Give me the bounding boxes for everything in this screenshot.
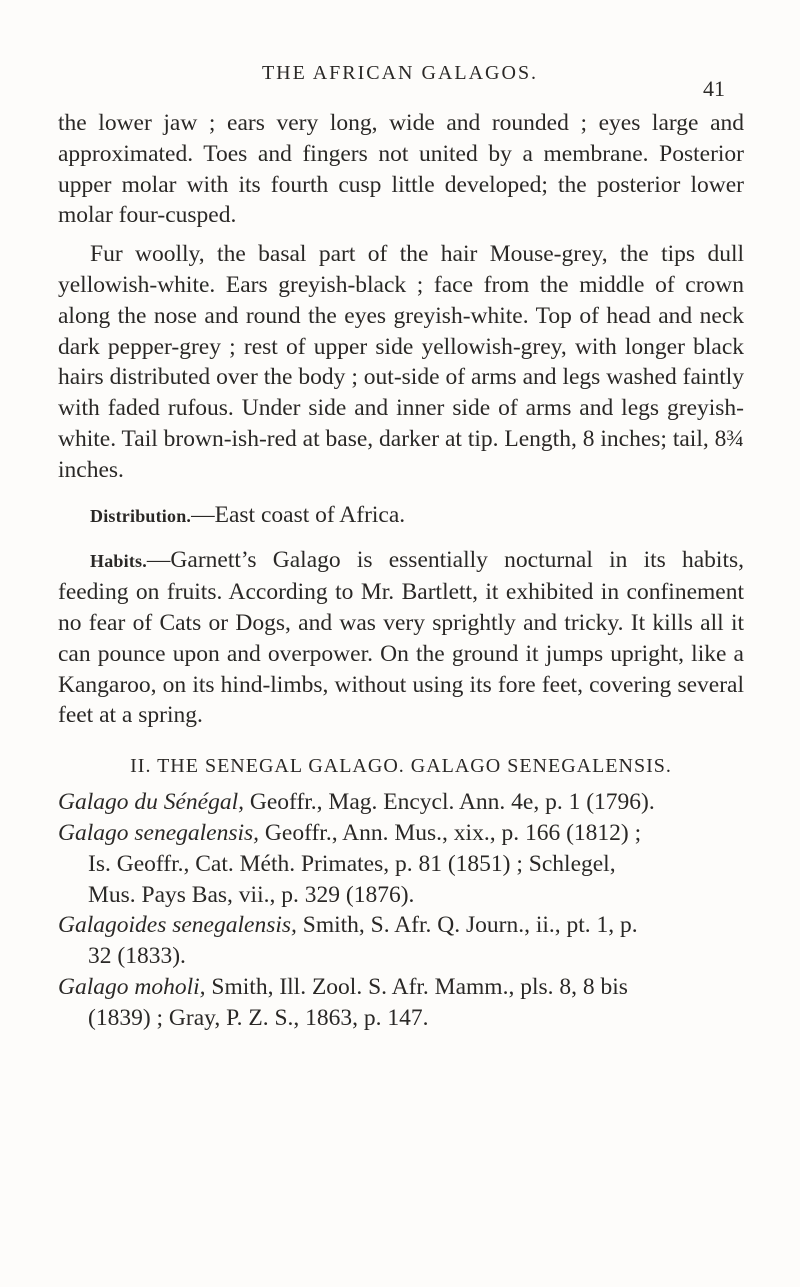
section-heading: II. THE SENEGAL GALAGO. GALAGO SENEGALENSIS. <box>130 755 672 778</box>
synonym-citation: Geoffr., Mag. Encycl. Ann. 4e, p. 1 (1796). <box>249 789 655 816</box>
synonym-citation: Geoffr., Ann. Mus., xix., p. 166 (1812) ; <box>264 819 642 846</box>
habits-label: Habits. <box>90 551 147 572</box>
habits-text: —Garnett’s Galago is essentially nocturnal in its habits, feeding on fruits. According to Mr. Bartlett, it exhibited in confinement no fear of Cats or Dogs, and was very sprightly and tricky. It kills all it can pounce upon and overpower. On the ground it jumps upright, like a Kangaroo, on its hind-limbs, without using its fore feet, covering several feet at a spring. <box>58 547 744 729</box>
description-paragraph-2: Fur woolly, the basal part of the hair Mouse-grey, the tips dull yellowish-white. Ears greyish-black ; face from the middle of crown along the nose and round the eyes greyish-white. Top of head and neck dark pepper-grey ; rest of upper side yellowish-grey, with longer black hairs distributed over the body ; out-side of arms and legs washed faintly with faded rufous. Under side and inner side of arms and legs greyish-white. Tail brown-ish-red at base, darker at tip. Length, 8 inches; tail, 8¾ inches. <box>58 241 744 483</box>
synonym-entry <box>58 910 744 972</box>
synonym-name: Galagoides senegalensis, <box>58 912 297 939</box>
distribution-label: Distribution. <box>90 505 192 526</box>
synonym-entry <box>58 818 744 910</box>
description-paragraph-1: the lower jaw ; ears very long, wide and rounded ; eyes large and approximated. Toes and fingers not united by a membrane. Posterior upper molar with its fourth cusp little developed; the posterior lower molar four-cusped. <box>58 110 744 229</box>
page-number: 41 <box>703 76 725 101</box>
habits-paragraph <box>58 545 744 731</box>
synonym-citation: 32 (1833). <box>88 943 186 970</box>
synonym-citation: Smith, Ill. Zool. S. Afr. Mamm., pls. 8, 8 bis <box>211 973 628 1000</box>
running-head: THE AFRICAN GALAGOS. <box>261 62 539 84</box>
synonym-name: Galago moholi, <box>58 973 206 1000</box>
distribution-text: —East coast of Africa. <box>191 501 406 528</box>
synonym-entry <box>58 787 744 818</box>
synonymy-list <box>58 787 744 1033</box>
synonym-citation: Smith, S. Afr. Q. Journ., ii., pt. 1, p. <box>302 912 638 939</box>
synonym-name: Galago senegalensis, <box>58 819 260 846</box>
synonym-citation: Is. Geoffr., Cat. Méth. Primates, p. 81 (1851) ; Schlegel, <box>88 850 616 877</box>
synonym-entry <box>58 972 744 1034</box>
synonym-citation: (1839) ; Gray, P. Z. S., 1863, p. 147. <box>88 1004 429 1031</box>
synonym-name: Galago du Sénégal, <box>58 789 245 816</box>
distribution-paragraph <box>58 500 744 532</box>
text-block <box>58 108 744 1034</box>
synonym-citation: Mus. Pays Bas, vii., p. 329 (1876). <box>88 881 415 908</box>
